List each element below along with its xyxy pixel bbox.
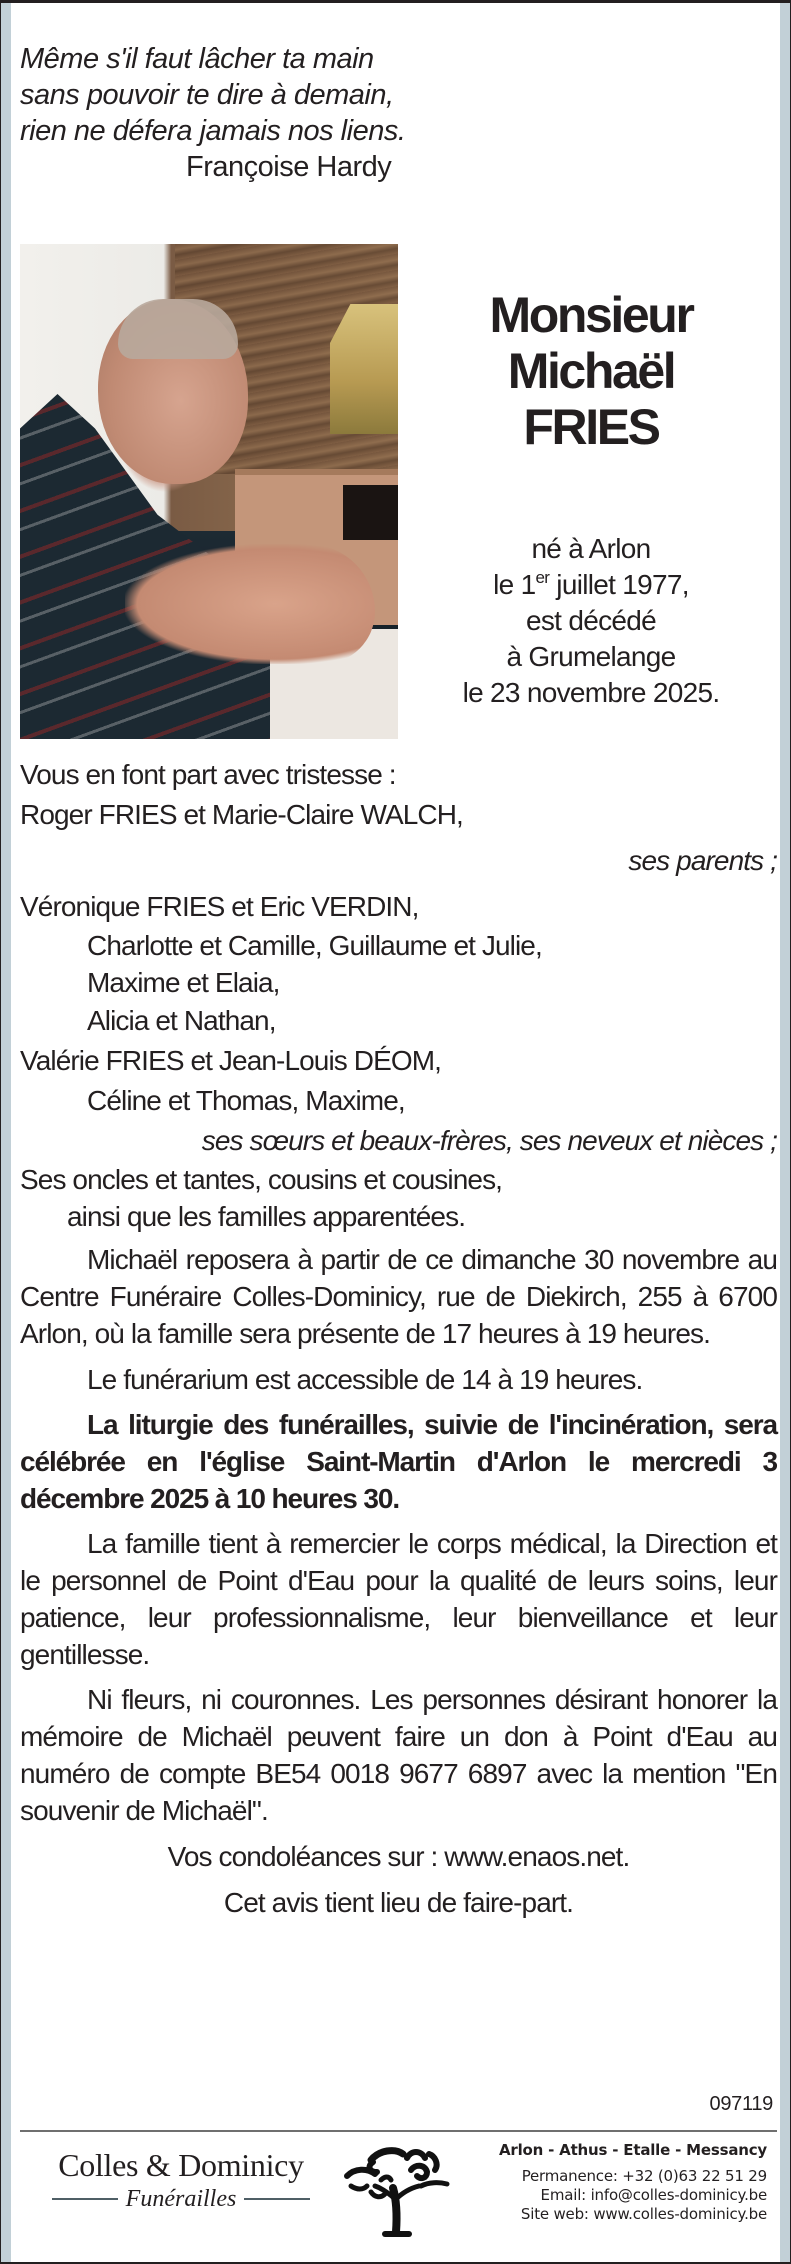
notice-statement: Cet avis tient lieu de faire-part.	[223, 1887, 574, 1918]
decorative-rule	[244, 2198, 310, 2200]
funerarium-hours: Le funérarium est accessible de 14 à 19 heures.	[87, 1364, 643, 1395]
website-link[interactable]: Site web: www.colles-dominicy.be	[520, 2205, 767, 2223]
quote-author: Françoise Hardy	[186, 151, 392, 183]
extended-family: Ses oncles et tantes, cousins et cousines,	[20, 1164, 503, 1195]
brand-name: Colles & Dominicy	[58, 2147, 304, 2183]
phone-number[interactable]: Permanence: +32 (0)63 22 51 29	[521, 2167, 767, 2185]
nieces-nephews: Alicia et Nathan,	[87, 1005, 276, 1036]
funeral-home-brand	[41, 2146, 321, 2214]
tree-icon	[341, 2140, 453, 2238]
reference-number: 097119	[709, 2093, 773, 2115]
quote-line: sans pouvoir te dire à demain,	[20, 79, 394, 111]
deceased-name	[421, 287, 761, 455]
death-date: le 23 novembre 2025.	[462, 677, 720, 708]
birth-date: le 1er juillet 1977,	[493, 568, 689, 600]
photo-lamp	[330, 304, 398, 434]
life-dates	[421, 531, 761, 711]
email-address[interactable]: Email: info@colles-dominicy.be	[540, 2186, 767, 2204]
sibling-couple: Valérie FRIES et Jean-Louis DÉOM,	[20, 1045, 442, 1076]
quote-line: Même s'il faut lâcher ta main	[20, 43, 374, 75]
viewing-announcement: Michaël reposera à partir de ce dimanche 30 novembre au Centre Funéraire Colles-Dominicy, rue de Diekirch, 255 à 6700 Arlon, où la famille sera présente de 17 heures à 19 heures.	[20, 1244, 777, 1349]
parents: Roger FRIES et Marie-Claire WALCH,	[20, 799, 463, 830]
family-intro: Vous en font part avec tristesse :	[20, 759, 396, 790]
death-place: à Grumelange	[506, 641, 676, 672]
death-statement: est décédé	[526, 605, 656, 636]
funeral-service: La liturgie des funérailles, suivie de l'incinération, sera célébrée en l'église Saint-Martin d'Arlon le mercredi 3 décembre 2025 à 10 heures 30.	[20, 1409, 777, 1514]
thanks-message: La famille tient à remercier le corps médical, la Direction et le personnel de Point d'Eau pour la qualité de leurs soins, leur patience, leur professionnalisme, leur bienveillance et leur gentillesse.	[20, 1528, 777, 1670]
photo-person-hands	[125, 544, 375, 664]
notice-body	[20, 755, 777, 1923]
nieces-nephews: Céline et Thomas, Maxime,	[87, 1085, 405, 1116]
last-name: FRIES	[523, 399, 659, 455]
epigraph-quote	[20, 41, 777, 185]
extended-family: ainsi que les familles apparentées.	[67, 1201, 466, 1232]
right-border	[780, 3, 790, 2262]
contact-info	[467, 2141, 767, 2224]
donation-request: Ni fleurs, ni couronnes. Les personnes désirant honorer la mémoire de Michaël peuvent faire un don à Point d'Eau au numéro de compte BE54 0018 9677 6897 avec la mention "En souvenir de Michaël".	[20, 1684, 777, 1826]
condolences-link[interactable]: Vos condoléances sur : www.enaos.net.	[167, 1841, 630, 1872]
footer-divider	[20, 2130, 777, 2132]
first-name: Michaël	[507, 343, 675, 399]
brand-subtitle: Funérailles	[41, 2184, 321, 2214]
decorative-rule	[52, 2198, 118, 2200]
honorific: Monsieur	[489, 287, 693, 343]
birth-place: né à Arlon	[531, 533, 651, 564]
quote-line: rien ne défera jamais nos liens.	[20, 115, 406, 147]
left-border	[1, 3, 11, 2262]
sibling-couple: Véronique FRIES et Eric VERDIN,	[20, 891, 419, 922]
branch-locations: Arlon - Athus - Etalle - Messancy	[498, 2141, 767, 2159]
siblings-label: ses sœurs et beaux-frères, ses neveux et nièces ;	[201, 1125, 777, 1156]
nieces-nephews: Charlotte et Camille, Guillaume et Julie,	[87, 930, 542, 961]
photo-person-head	[98, 299, 248, 484]
portrait-photo	[20, 244, 398, 739]
parents-label: ses parents ;	[628, 845, 777, 876]
nieces-nephews: Maxime et Elaia,	[87, 967, 280, 998]
